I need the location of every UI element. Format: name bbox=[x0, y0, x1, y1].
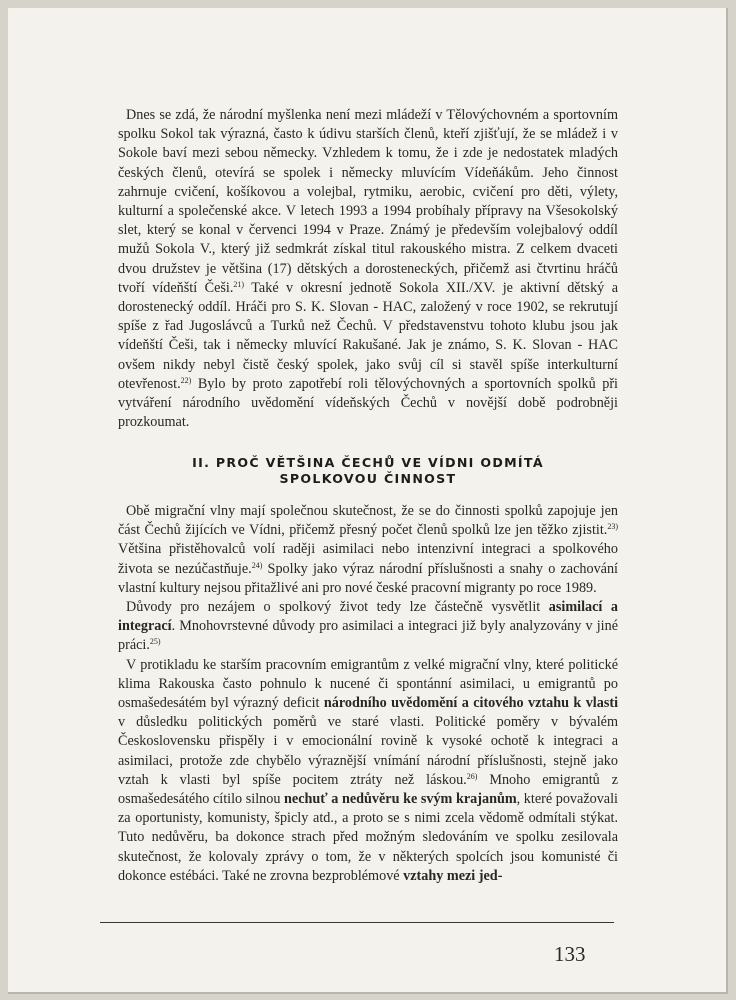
text-run: Většina přistěhovalců volí raději asimilaci nebo intenzivní integraci a spolkového života se nezúčastňuje. bbox=[118, 541, 618, 577]
text-run: . Mnohovrstevné důvody pro asimilaci a integraci již byly analyzovány v jiné práci. bbox=[118, 618, 618, 654]
section-body bbox=[118, 502, 618, 886]
footnote-ref-25: 25) bbox=[149, 637, 161, 647]
footnote-ref-24: 24) bbox=[251, 560, 263, 570]
footnote-separator-line bbox=[100, 922, 614, 923]
page-number: 133 bbox=[554, 942, 586, 966]
text-run: Spolky jako výraz národní příslušnosti a snahy o zachování vlastní kultury nejsou přitažlivé ani pro nové české pracovní migranty po roce 1989. bbox=[118, 560, 619, 596]
paragraph-sokol bbox=[118, 106, 618, 432]
text-run: Obě migrační vlny mají společnou skutečnost, že se do činnosti spolků zapojuje jen část Čechů žijících ve Vídni, přičemž přesný počet členů spolků lze jen těžko zjistit. bbox=[118, 503, 618, 539]
paragraph-reasons bbox=[118, 598, 618, 656]
book-page bbox=[8, 8, 728, 994]
footnote-ref-21: 21) bbox=[233, 279, 245, 289]
paragraph-migration-waves bbox=[118, 502, 618, 598]
footnote-ref-26: 26) bbox=[466, 771, 478, 781]
paragraph-emigrants bbox=[118, 656, 618, 886]
section-heading-line-2: SPOLKOVOU ČINNOST bbox=[279, 470, 457, 486]
text-run: Také v okresní jednotě Sokola XII./XV. je aktivní dětský a dorostenecký oddíl. Hráči pro S. K. Slovan - HAC, založený v roce 1902, se rekrutují spíše z řad Jugoslávců a Turků než Čechů. V představenstvu tohoto klubu jsou jak vídeňští Češi, tak i německy mluvící Rakušané. Jak je známo, S. K. Slovan - HAC ovšem nikdy nebyl čistě český spolek, jako svůj cíl si stavěl spíše interkulturní otevřenost. bbox=[118, 279, 618, 392]
bold-term: asimilací a integrací bbox=[118, 599, 619, 635]
text-run: V protikladu ke starším pracovním emigrantům z velké migrační vlny, které politické klima Rakouska často pohnulo k nucené či spontánní asimilaci, u emigrantů po osmašedesátém byl výrazný deficit bbox=[118, 656, 618, 712]
bold-term: vztahy mezi jed- bbox=[403, 867, 503, 884]
footnote-ref-22: 22) bbox=[180, 375, 192, 385]
text-run: Mnoho emigrantů z osmašedesátého cítilo silnou bbox=[118, 771, 618, 808]
footnote-ref-23: 23) bbox=[607, 522, 618, 532]
text-run: Důvody pro nezájem o spolkový život tedy lze částečně vysvětlit bbox=[126, 599, 549, 616]
text-run: , které považovali za oportunisty, komunisty, špicly atd., a proto se s nimi zcela vědomě odmítali stýkat. Tuto nedůvěru, ba dokonce strach před možným sledováním ve spolku zesilovala skutečnost, že kolovaly zprávy o tom, že v některých spolcích jsou komunisté či dokonce estébáci. Také ne zrovna bezproblémové bbox=[118, 791, 618, 884]
section-heading bbox=[118, 455, 618, 486]
bold-term: nechuť a nedůvěru ke svým krajanům bbox=[284, 791, 517, 808]
text-run: Dnes se zdá, že národní myšlenka není mezi mládeží v Tělovýchovném a sportovním spolku Sokol tak výrazná, často k údivu starších členů, kteří zjišťují, že se mládež i v Sokole baví mezi sebou německy. Vzhledem k tomu, že i zde je nedostatek mladých českých členů, otevírá se spolek i německy mluvícím Vídeňákům. Jeho činnost zahrnuje cvičení, košíkovou a volejbal, rytmiku, aerobic, cvičení pro děti, výlety, kulturní a společenské akce. V letech 1993 a 1994 probíhaly přípravy na Všesokolský slet, který se konal v červenci 1994 v Praze. Známý je především volejbalový oddíl mužů Sokola V., který již sedmkrát získal titul rakouského mistra. Z celkem dvaceti dvou družstev je většina (17) dětských a dorosteneckých, přičemž asi čtvrtinu hráčů tvoří vídeňští Češi. bbox=[118, 107, 618, 296]
text-run: Bylo by proto zapotřebí roli tělovýchovných a sportovních spolků při vytváření národního uvědomění vídeňských Čechů v novější době podrobněji prozkoumat. bbox=[118, 375, 618, 431]
text-run: v důsledku politických poměrů ve staré vlasti. Politické poměry v bývalém Československu přispěly i v emocionální rovině k vysoké ochotě k integraci a asimilaci, protože zde chybělo výraznější vnímání národní příslušnosti, stejně jako vztah k vlasti byl spíše pocitem ztráty než láskou. bbox=[118, 714, 618, 788]
section-heading-line-1: II. PROČ VĚTŠINA ČECHŮ VE VÍDNI ODMÍTÁ bbox=[192, 455, 544, 470]
bold-term: národního uvědomění a citového vztahu k vlasti bbox=[323, 695, 619, 712]
